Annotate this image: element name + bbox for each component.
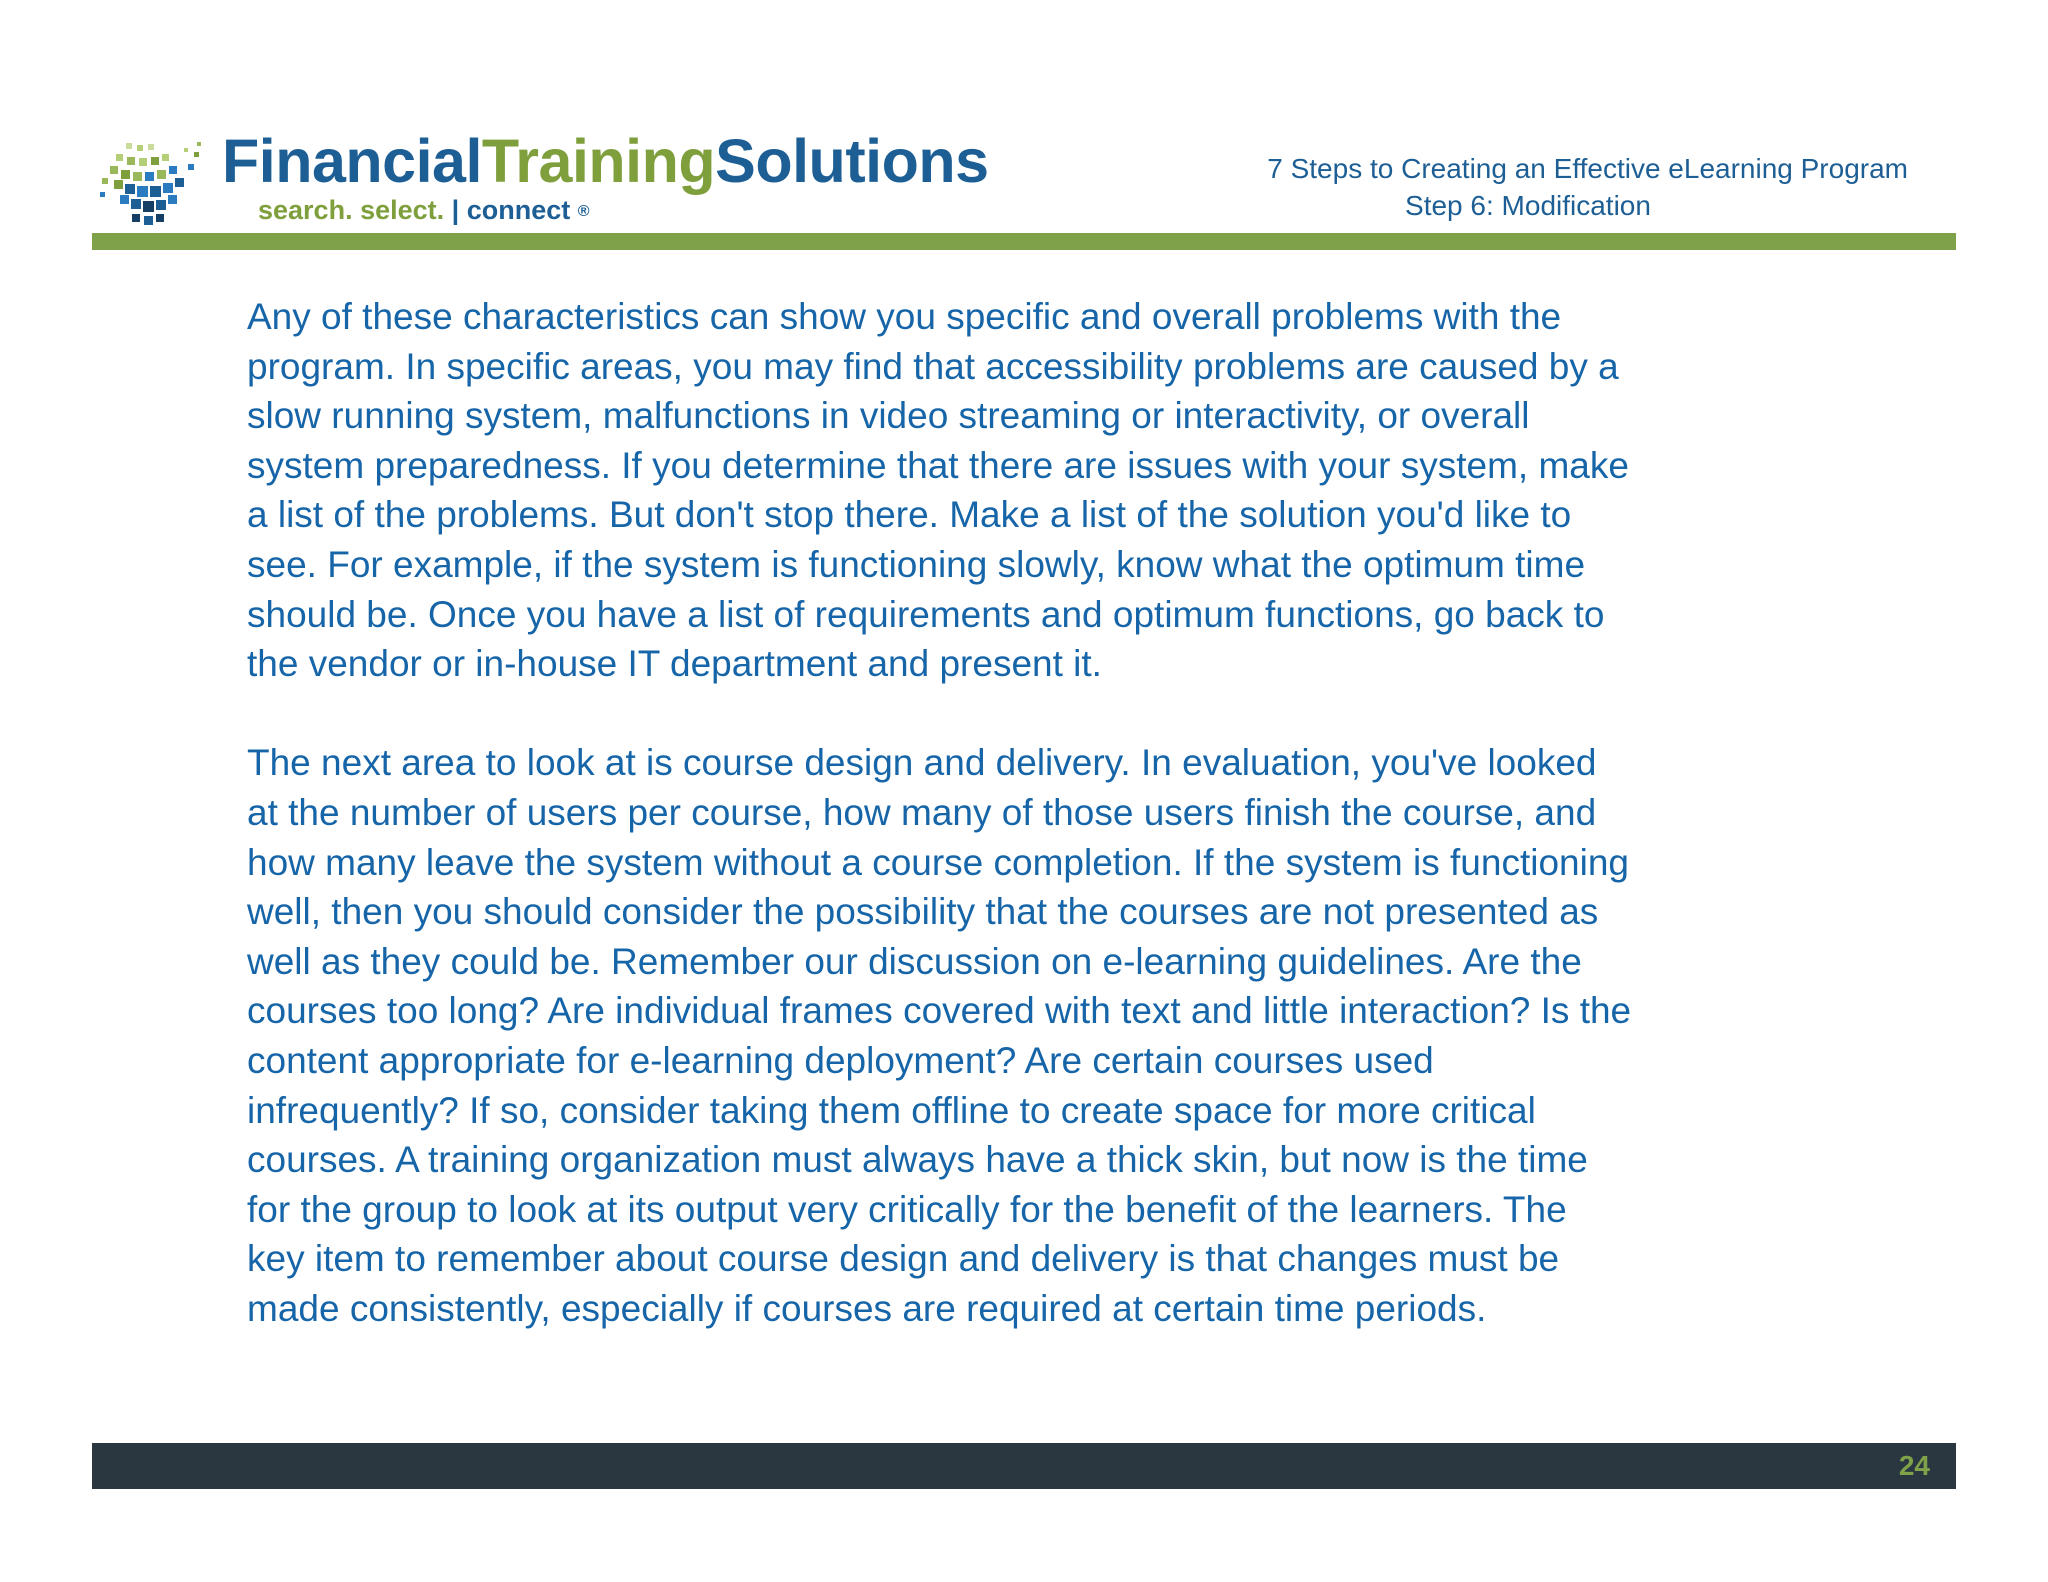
paragraph-2 <box>247 738 1867 1333</box>
paragraph-line: Any of these characteristics can show you specific and overall problems with the <box>247 296 1562 337</box>
paragraph-line: content appropriate for e-learning deployment? Are certain courses used <box>247 1039 1434 1081</box>
paragraph-line: should be. Once you have a list of requirements and optimum functions, go back to <box>247 593 1605 635</box>
footer-bar <box>92 1443 1956 1489</box>
paragraph-line: the vendor or in-house IT department and present it. <box>247 643 1102 685</box>
paragraph-line: a list of the problems. But don't stop there. Make a list of the solution you'd like to <box>247 494 1572 536</box>
page-number: 24 <box>1898 1450 1930 1481</box>
globe-logo-icon <box>96 128 208 228</box>
paragraph-line: courses too long? Are individual frames covered with text and little interaction? Is the <box>247 990 1632 1032</box>
paragraph-1 <box>247 292 1867 689</box>
paragraph-line: system preparedness. If you determine that there are issues with your system, make <box>247 444 1629 486</box>
paragraph-line: courses. A training organization must always have a thick skin, but now is the time <box>247 1139 1588 1181</box>
paragraph-line: at the number of users per course, how many of those users finish the course, and <box>247 791 1597 833</box>
tagline-part-1: search. select. <box>258 195 445 225</box>
brand-name-part-3: Solutions <box>715 127 989 195</box>
paragraph-line: key item to remember about course design and delivery is that changes must be <box>247 1238 1560 1280</box>
tagline-part-2: | connect <box>444 195 571 225</box>
brand-name-part-2: Training <box>481 127 716 195</box>
brand-tagline <box>258 194 590 228</box>
paragraph-line: infrequently? If so, consider taking them offline to create space for more critical <box>247 1089 1536 1131</box>
paragraph-line: The next area to look at is course design and delivery. In evaluation, you've looked <box>247 742 1597 784</box>
registered-mark: ® <box>577 203 590 220</box>
paragraph-line: made consistently, especially if courses are required at certain time periods. <box>247 1287 1487 1329</box>
paragraph-line: for the group to look at its output very critically for the benefit of the learners. The <box>247 1188 1567 1230</box>
body-content <box>247 292 1867 1333</box>
paragraph-line: how many leave the system without a course completion. If the system is functioning <box>247 841 1629 883</box>
header-divider <box>92 233 1956 250</box>
header-titles <box>1148 150 1908 224</box>
brand-name <box>222 128 989 194</box>
paragraph-line: program. In specific areas, you may find that accessibility problems are caused by a <box>247 345 1619 387</box>
paragraph-line: slow running system, malfunctions in video streaming or interactivity, or overall <box>247 395 1530 437</box>
paragraph-line: see. For example, if the system is functioning slowly, know what the optimum time <box>247 543 1586 585</box>
step-title: Step 6: Modification <box>1405 190 1651 221</box>
paragraph-line: well as they could be. Remember our discussion on e-learning guidelines. Are the <box>247 940 1582 982</box>
paragraph-line: well, then you should consider the possibility that the courses are not presented as <box>247 891 1599 933</box>
company-logo <box>96 124 1056 236</box>
brand-name-part-1: Financial <box>222 127 482 195</box>
document-title: 7 Steps to Creating an Effective eLearning Program <box>1267 153 1908 184</box>
